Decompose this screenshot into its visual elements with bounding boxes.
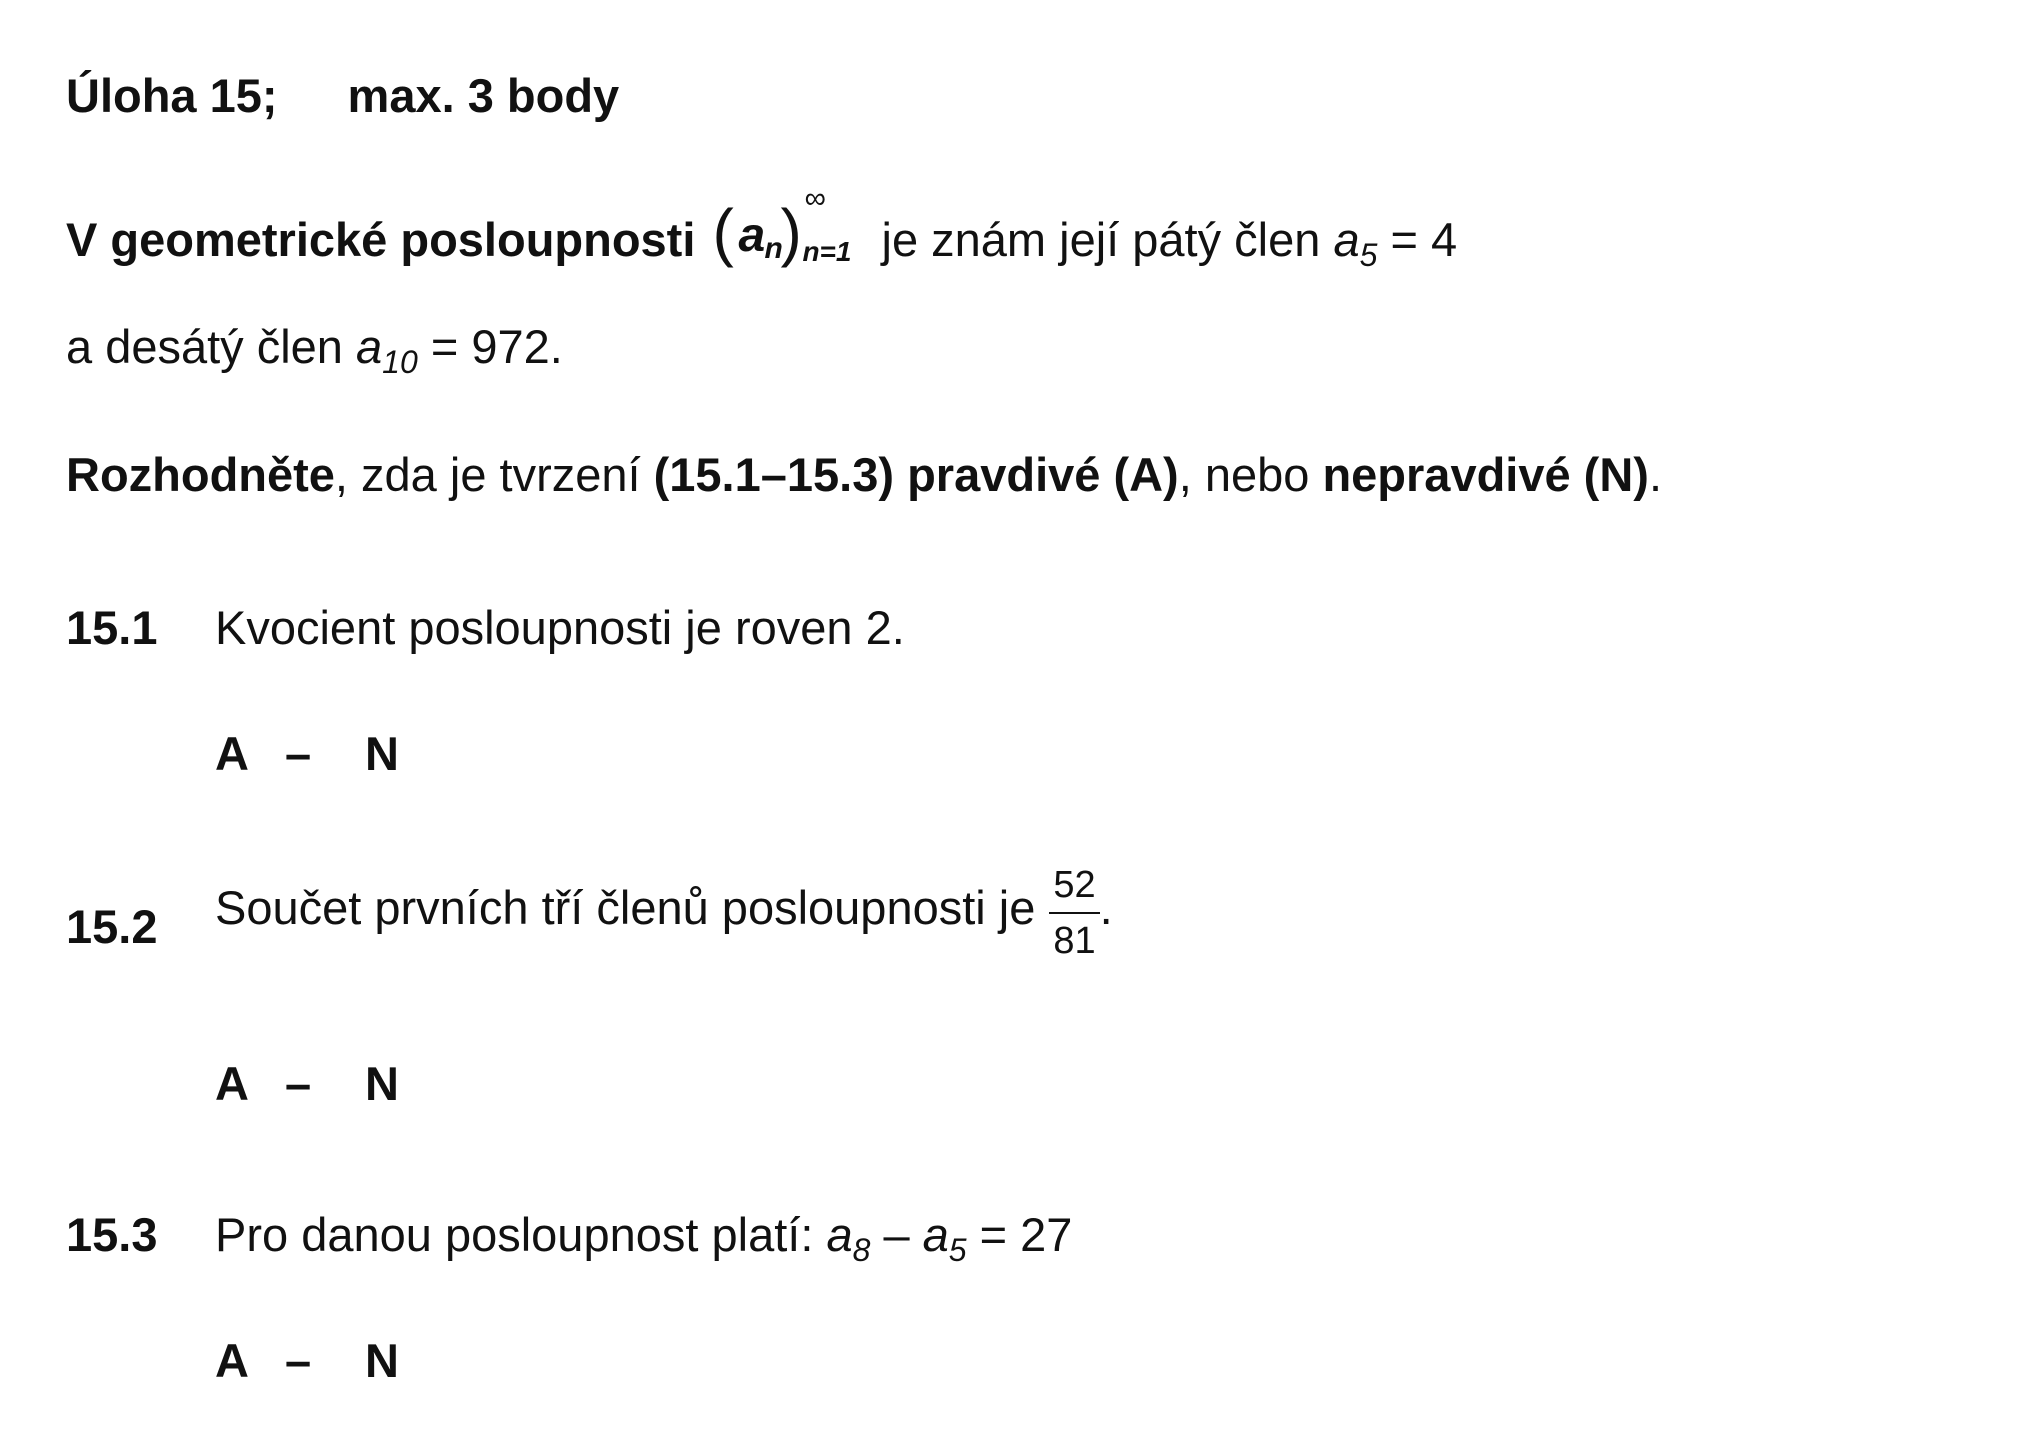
- option-true[interactable]: A: [215, 1057, 249, 1110]
- instruction-range: (15.1–15.3) pravdivé (A): [653, 448, 1179, 501]
- seq-lower-limit: n=1: [802, 236, 852, 267]
- item-number: 15.2: [66, 900, 158, 953]
- task-points: max. 3 body: [347, 69, 620, 122]
- fraction: [1049, 862, 1099, 965]
- intro-line-1: [66, 182, 1458, 273]
- equation-rhs: = 27: [979, 1208, 1073, 1261]
- a5-value: = 4: [1390, 213, 1458, 266]
- option-false[interactable]: N: [365, 1057, 399, 1110]
- seq-variable: a: [738, 209, 766, 262]
- a8-variable: a: [826, 1208, 853, 1261]
- item-statement: [215, 866, 1113, 969]
- instruction: [66, 448, 1662, 501]
- fraction-denominator: 81: [1053, 919, 1096, 962]
- option-true[interactable]: A: [215, 1334, 249, 1387]
- a5-variable: a: [922, 1208, 949, 1261]
- instruction-end: .: [1648, 448, 1662, 501]
- a10-variable: a: [356, 320, 383, 373]
- intro-bold-text: V geometrické posloupnosti: [66, 213, 696, 266]
- left-paren: (: [712, 196, 734, 268]
- a5-variable: a: [1333, 213, 1360, 266]
- option-false[interactable]: N: [365, 727, 399, 780]
- intro-text: je znám její pátý člen: [881, 213, 1321, 266]
- answer-options: [215, 727, 399, 780]
- answer-options: [215, 1057, 399, 1110]
- task-number: Úloha 15;: [66, 69, 278, 122]
- a5-subscript: 5: [1359, 237, 1378, 273]
- answer-options: [215, 1334, 399, 1387]
- task-header: [66, 69, 620, 122]
- a8-subscript: 8: [852, 1232, 871, 1268]
- sequence-notation: [708, 182, 868, 268]
- item-statement-end: .: [1099, 880, 1113, 934]
- fraction-numerator: 52: [1049, 862, 1099, 914]
- option-separator: –: [285, 1334, 312, 1387]
- instruction-decide: Rozhodněte: [66, 448, 335, 501]
- instruction-mid-2: , nebo: [1178, 448, 1310, 501]
- minus-sign: –: [883, 1208, 910, 1261]
- item-number: 15.3: [66, 1208, 158, 1261]
- item-statement: Kvocient posloupnosti je roven 2.: [215, 601, 905, 654]
- intro-text-2: a desátý člen: [66, 320, 343, 373]
- item-statement-text: Součet prvních tří členů posloupnosti je: [215, 880, 1036, 934]
- item-number: 15.1: [66, 601, 158, 654]
- option-true[interactable]: A: [215, 727, 249, 780]
- seq-index: n: [764, 232, 783, 265]
- a5-subscript: 5: [948, 1232, 967, 1268]
- seq-upper-limit: ∞: [804, 182, 826, 215]
- right-paren: ): [780, 196, 802, 268]
- intro-line-2: [66, 320, 563, 380]
- item-statement: [215, 1208, 1073, 1268]
- option-separator: –: [285, 727, 312, 780]
- item-statement-text: Pro danou posloupnost platí:: [215, 1208, 814, 1261]
- a10-subscript: 10: [382, 344, 418, 380]
- option-separator: –: [285, 1057, 312, 1110]
- instruction-mid-1: , zda je tvrzení: [334, 448, 641, 501]
- a10-value: = 972.: [430, 320, 563, 373]
- option-false[interactable]: N: [365, 1334, 399, 1387]
- instruction-false-label: nepravdivé (N): [1322, 448, 1649, 501]
